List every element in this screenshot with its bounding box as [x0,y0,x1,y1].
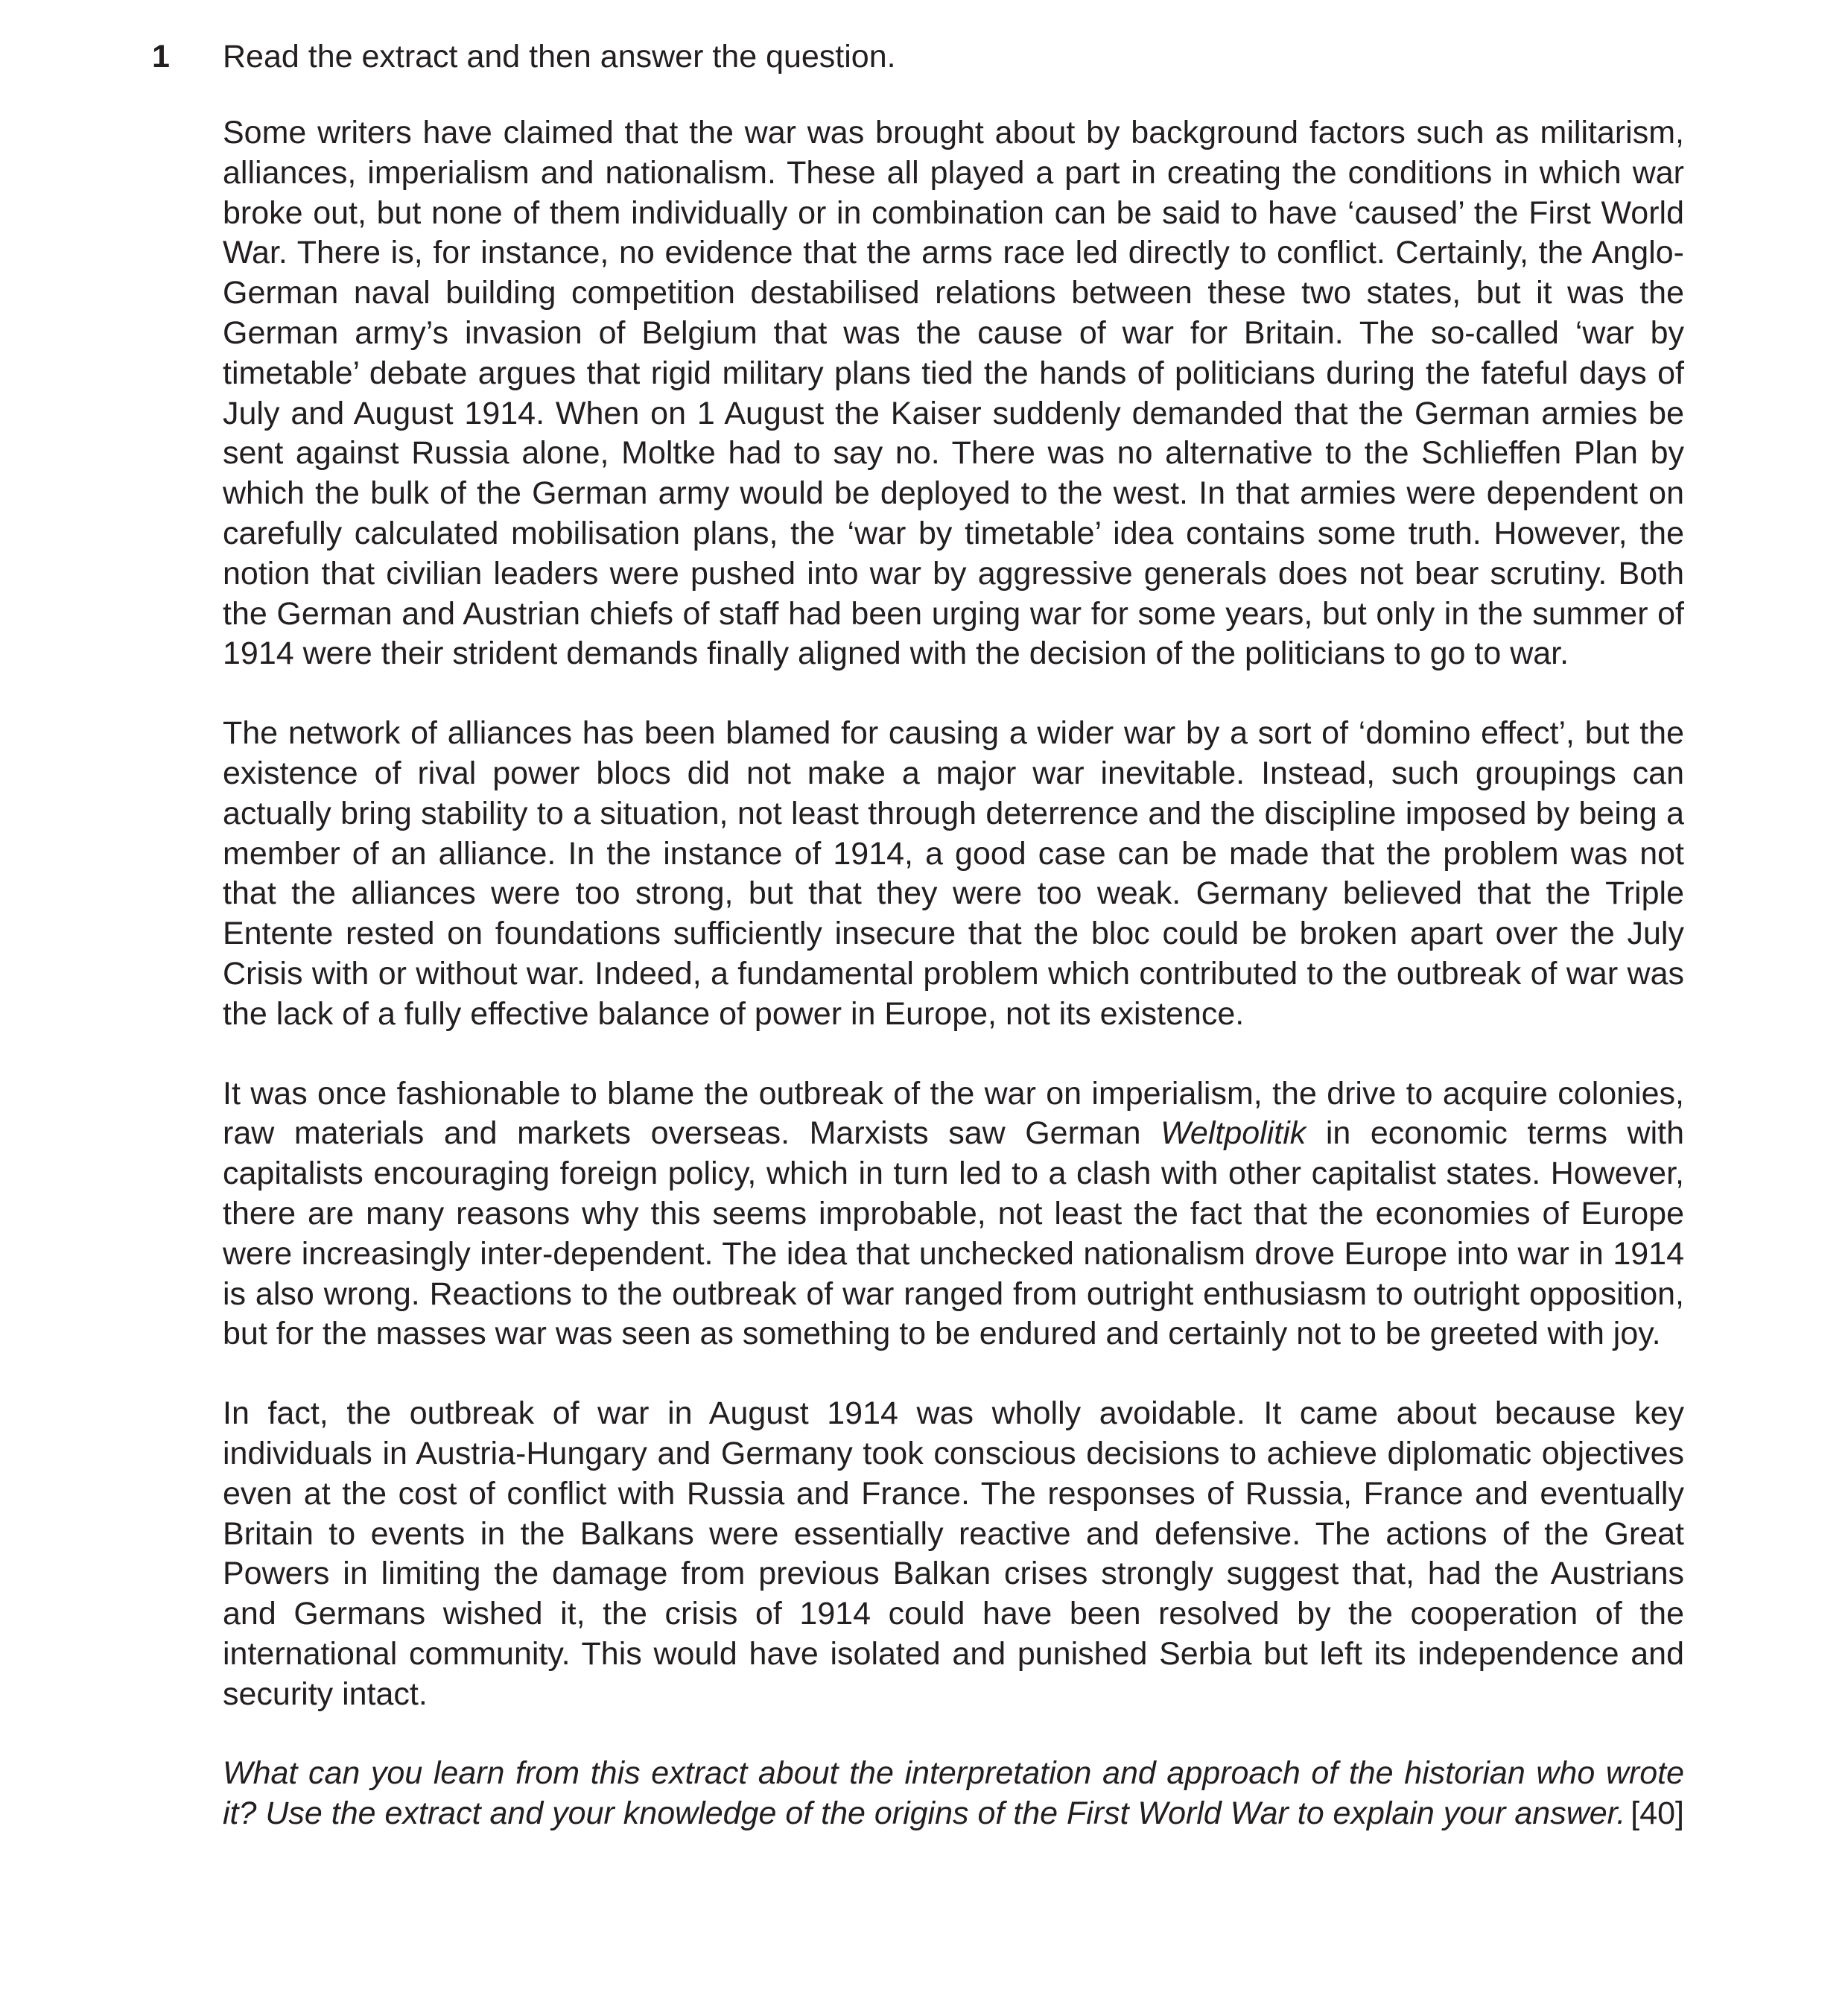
italic-term-weltpolitik: Weltpolitik [1160,1115,1306,1152]
extract-paragraph-3-end: in economic terms with capitalists encouraging foreign policy, which in turn led to a clash with other capitalist states. However, there are many reasons why this seems improbable, not least the fact that the economies of Europe were increasingly inter-dependent. The idea that unchecked nationalism drove Europe into war in 1914 is also wrong. Reactions to the outbreak of war ranged from outright enthusiasm to outright opposition, but for the masses war was seen as something to be endured and certainly not to be greeted with joy. [223,1115,1684,1352]
question-prompt-text: What can you learn from this extract about the interpretation and approach of the historian who wrote it? Use the extract and your knowledge of the origins of the First World War to explain your answer. [223,1755,1684,1832]
marks-allocation: [40] [1631,1795,1684,1832]
extract-paragraph-1: Some writers have claimed that the war was brought about by background factors such as militarism, alliances, imperialism and nationalism. These all played a part in creating the conditions in which war broke out, but none of them individually or in combination can be said to have ‘caused’ the First World War. There is, for instance, no evidence that the arms race led directly to conflict. Certainly, the Anglo-German naval building competition destabilised relations between these two states, but it was the German army’s invasion of Belgium that was the cause of war for Britain. The so-called ‘war by timetable’ debate argues that rigid military plans tied the hands of politicians during the fateful days of July and August 1914. When on 1 August the Kaiser suddenly demanded that the German armies be sent against Russia alone, Moltke had to say no. There was no alternative to the Schlieffen Plan by which the bulk of the German army would be deployed to the west. In that armies were dependent on carefully calculated mobilisation plans, the ‘war by timetable’ idea contains some truth. However, the notion that civilian leaders were pushed into war by aggressive generals does not bear scrutiny. Both the German and Austrian chiefs of staff had been urging war for some years, but only in the summer of 1914 were their strident demands finally aligned with the decision of the politicians to go to war. [223,115,1684,672]
question-prompt [223,1754,1684,1834]
extract-paragraph-4: In fact, the outbreak of war in August 1914 was wholly avoidable. It came about because key individuals in Austria-Hungary and Germany took conscious decisions to achieve diplomatic objectives even at the cost of conflict with Russia and France. The responses of Russia, France and eventually Britain to events in the Balkans were essentially reactive and defensive. The actions of the Great Powers in limiting the damage from previous Balkan crises strongly suggest that, had the Austrians and Germans wished it, the crisis of 1914 could have been resolved by the cooperation of the international community. This would have isolated and punished Serbia but left its independence and security intact. [223,1395,1684,1712]
extract [223,113,1684,1714]
extract-paragraph-3-start: It was once fashionable to blame the outbreak of the war on imperialism, the drive to acquire colonies, raw materials and markets overseas. Marxists saw German [223,1075,1684,1152]
question-instruction: Read the extract and then answer the question. [223,39,896,75]
question-number: 1 [152,39,170,75]
extract-paragraph-2: The network of alliances has been blamed for causing a wider war by a sort of ‘domino effect’, but the existence of rival power blocs did not make a major war inevitable. Instead, such groupings can actually bring stability to a situation, not least through deterrence and the discipline imposed by being a member of an alliance. In the instance of 1914, a good case can be made that the problem was not that the alliances were too strong, but that they were too weak. Germany believed that the Triple Entente rested on foundations sufficiently insecure that the bloc could be broken apart over the July Crisis with or without war. Indeed, a fundamental problem which contributed to the outbreak of war was the lack of a fully effective balance of power in Europe, not its existence. [223,715,1684,1032]
question-content [223,34,1684,1834]
extract-paragraph-3 [223,1074,1684,1355]
